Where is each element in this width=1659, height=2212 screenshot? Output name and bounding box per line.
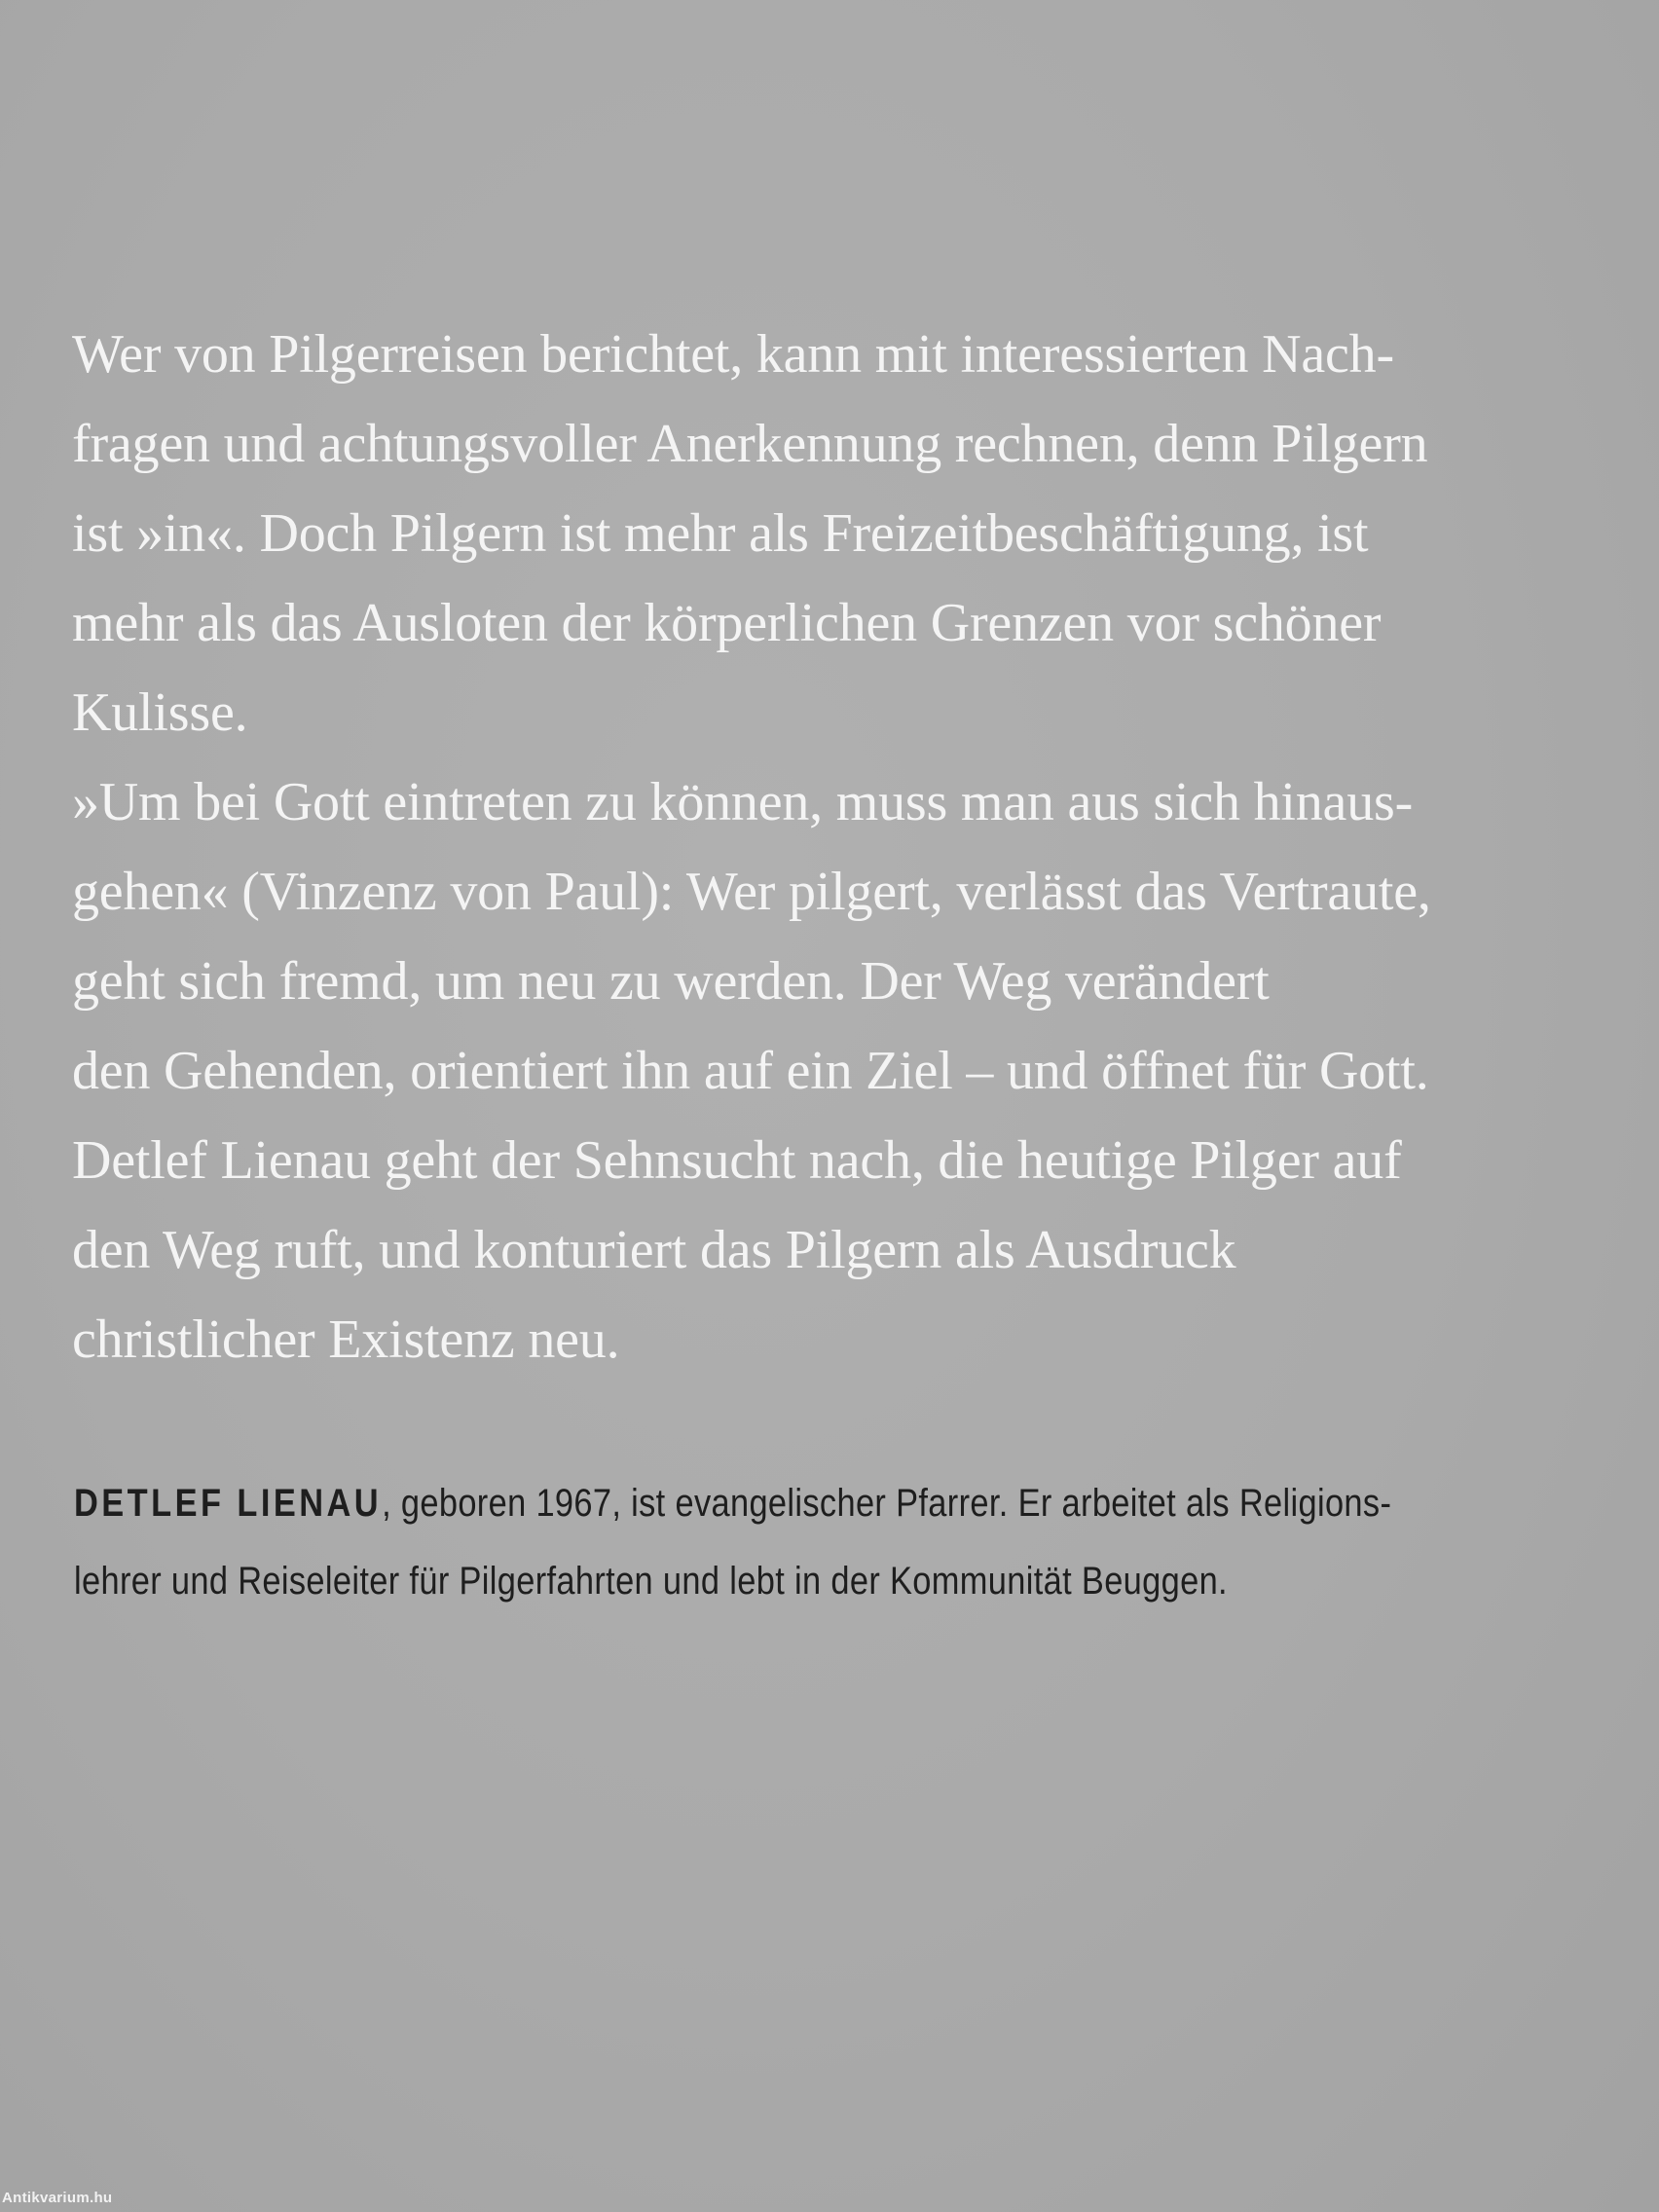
blurb-line: »Um bei Gott eintreten zu können, muss man aus sich hinaus- xyxy=(72,772,1414,832)
author-bio-line xyxy=(74,1464,1392,1542)
author-bio xyxy=(74,1464,1593,1620)
blurb-line: Kulisse. xyxy=(72,682,248,743)
blurb-line: gehen« (Vinzenz von Paul): Wer pilgert, verlässt das Vertraute, xyxy=(72,862,1431,922)
author-bio-text: , geboren 1967, ist evangelischer Pfarrer. Er arbeitet als Religions- xyxy=(382,1482,1392,1525)
watermark: Antikvarium.hu xyxy=(2,2190,113,2206)
blurb-text xyxy=(72,310,1630,1384)
author-name: DETLEF LIENAU xyxy=(74,1482,383,1525)
blurb-line: fragen und achtungsvoller Anerkennung rechnen, denn Pilgern xyxy=(72,414,1428,474)
blurb-line: christlicher Existenz neu. xyxy=(72,1309,620,1370)
blurb-line: den Gehenden, orientiert ihn auf ein Ziel – und öffnet für Gott. xyxy=(72,1041,1429,1101)
blurb-line: ist »in«. Doch Pilgern ist mehr als Freizeitbeschäftigung, ist xyxy=(72,503,1369,564)
blurb-line: Detlef Lienau geht der Sehnsucht nach, die heutige Pilger auf xyxy=(72,1130,1402,1191)
author-bio-line: lehrer und Reiseleiter für Pilgerfahrten und lebt in der Kommunität Beuggen. xyxy=(74,1560,1228,1603)
blurb-line: Wer von Pilgerreisen berichtet, kann mit interessierten Nach- xyxy=(72,324,1394,385)
blurb-line: den Weg ruft, und konturiert das Pilgern als Ausdruck xyxy=(72,1220,1236,1280)
blurb-line: geht sich fremd, um neu zu werden. Der Weg verändert xyxy=(72,951,1270,1012)
blurb-line: mehr als das Ausloten der körperlichen Grenzen vor schöner xyxy=(72,593,1382,653)
